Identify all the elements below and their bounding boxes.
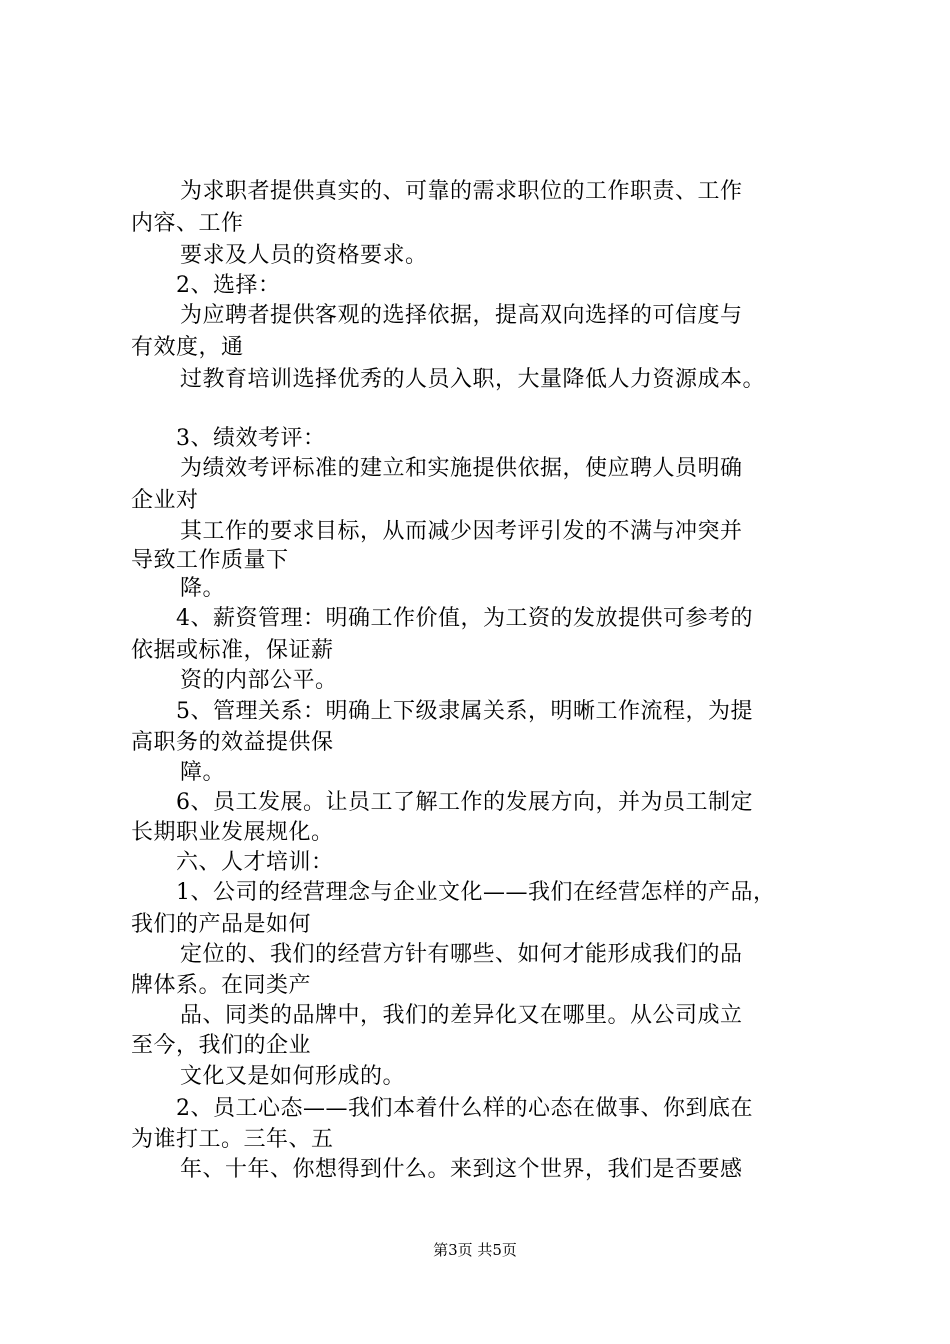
text-line: 六、人才培训：: [176, 850, 334, 875]
text-line: 2、选择：: [176, 273, 281, 298]
text-line: 企业对: [131, 488, 199, 513]
text-line: 年、十年、你想得到什么。来到这个世界，我们是否要感: [180, 1157, 743, 1182]
text-line: 资的内部公平。: [180, 668, 338, 693]
text-line: 定位的、我们的经营方针有哪些、如何才能形成我们的品: [180, 942, 743, 967]
text-line: 有效度，通: [131, 335, 244, 360]
text-line: 要求及人员的资格要求。: [180, 243, 428, 268]
text-line: 为绩效考评标准的建立和实施提供依据，使应聘人员明确: [180, 456, 743, 481]
text-line: 牌体系。在同类产: [131, 973, 312, 998]
text-line: 我们的产品是如何: [131, 912, 312, 937]
text-line: 6、员工发展。让员工了解工作的发展方向，并为员工制定: [176, 790, 753, 815]
text-line: 依据或标准，保证薪: [131, 638, 334, 663]
text-line: 5、管理关系：明确上下级隶属关系，明晰工作流程，为提: [176, 699, 753, 724]
text-line: 内容、工作: [131, 211, 244, 236]
text-line: 为求职者提供真实的、可靠的需求职位的工作职责、工作: [180, 179, 743, 204]
text-line: 过教育培训选择优秀的人员入职，大量降低人力资源成本。: [180, 367, 766, 392]
text-line: 品、同类的品牌中，我们的差异化又在哪里。从公司成立: [180, 1003, 743, 1028]
page-number-footer: 第3页 共5页: [433, 1241, 517, 1259]
text-line: 降。: [180, 576, 226, 601]
text-line: 高职务的效益提供保: [131, 730, 334, 755]
text-line: 至今，我们的企业: [131, 1033, 312, 1058]
text-line: 导致工作质量下: [131, 548, 289, 573]
text-line: 文化又是如何形成的。: [180, 1064, 406, 1089]
text-line: 长期职业发展规化。: [131, 820, 334, 845]
text-line: 4、薪资管理：明确工作价值，为工资的发放提供可参考的: [176, 606, 753, 631]
text-line: 2、员工心态——我们本着什么样的心态在做事、你到底在: [176, 1096, 753, 1121]
text-line: 障。: [180, 760, 226, 785]
text-line: 为谁打工。三年、五: [131, 1127, 334, 1152]
text-line: 为应聘者提供客观的选择依据，提高双向选择的可信度与: [180, 303, 743, 328]
text-line: 其工作的要求目标，从而减少因考评引发的不满与冲突并: [180, 519, 743, 544]
text-line: 3、绩效考评：: [176, 426, 326, 451]
text-line: 1、公司的经营理念与企业文化——我们在经营怎样的产品，: [176, 880, 776, 905]
